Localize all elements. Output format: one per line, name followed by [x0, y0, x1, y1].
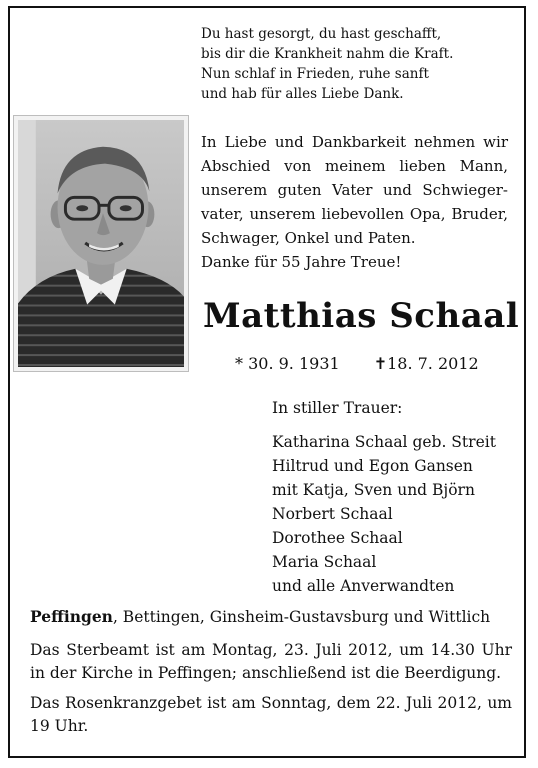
mourner-line: Norbert Schaal: [272, 505, 393, 523]
mourner-line: Dorothee Schaal: [272, 529, 403, 547]
places-line: [30, 607, 490, 626]
life-dates: [235, 354, 479, 373]
mourning-title: In stiller Trauer:: [272, 399, 403, 417]
poem-line: und hab für alles Liebe Dank.: [201, 86, 404, 102]
portrait-photo: [13, 115, 189, 372]
mourner-line: Hiltrud und Egon Gansen: [272, 457, 473, 475]
poem-line: bis dir die Krankheit nahm die Kraft.: [201, 46, 454, 62]
intro-text: In Liebe und Dankbarkeit nehmen wir Abschied von meinem lieben Mann, unserem guten Vater und Schwieger-vater, unserem liebevollen Opa, Bruder, Schwager, Onkel und Paten.: [201, 133, 508, 247]
mourners-list: [272, 430, 496, 598]
places-bold: Peffingen: [30, 607, 113, 626]
poem-line: Du hast gesorgt, du hast geschafft,: [201, 26, 442, 42]
portrait-photo-icon: [18, 120, 184, 367]
mourner-line: mit Katja, Sven und Björn: [272, 481, 475, 499]
birth-date: * 30. 9. 1931: [235, 354, 340, 373]
mourner-line: und alle Anverwandten: [272, 577, 455, 595]
death-date: ✝18. 7. 2012: [373, 354, 479, 373]
mourner-line: Katharina Schaal geb. Streit: [272, 433, 496, 451]
poem: [201, 24, 511, 104]
poem-line: Nun schlaf in Frieden, ruhe sanft: [201, 66, 429, 82]
rosary-info: Das Rosenkranzgebet ist am Sonntag, dem 22. Juli 2012, um 19 Uhr.: [30, 694, 512, 735]
deceased-name: Matthias Schaal: [203, 296, 520, 336]
mourner-line: Maria Schaal: [272, 553, 377, 571]
funeral-info: Das Sterbeamt ist am Montag, 23. Juli 2012, um 14.30 Uhr in der Kirche in Peffingen; anschließend ist die Beerdigung.: [30, 641, 512, 682]
thanks-line: Danke für 55 Jahre Treue!: [201, 253, 402, 271]
places-rest: , Bettingen, Ginsheim-Gustavsburg und Wittlich: [112, 608, 491, 626]
